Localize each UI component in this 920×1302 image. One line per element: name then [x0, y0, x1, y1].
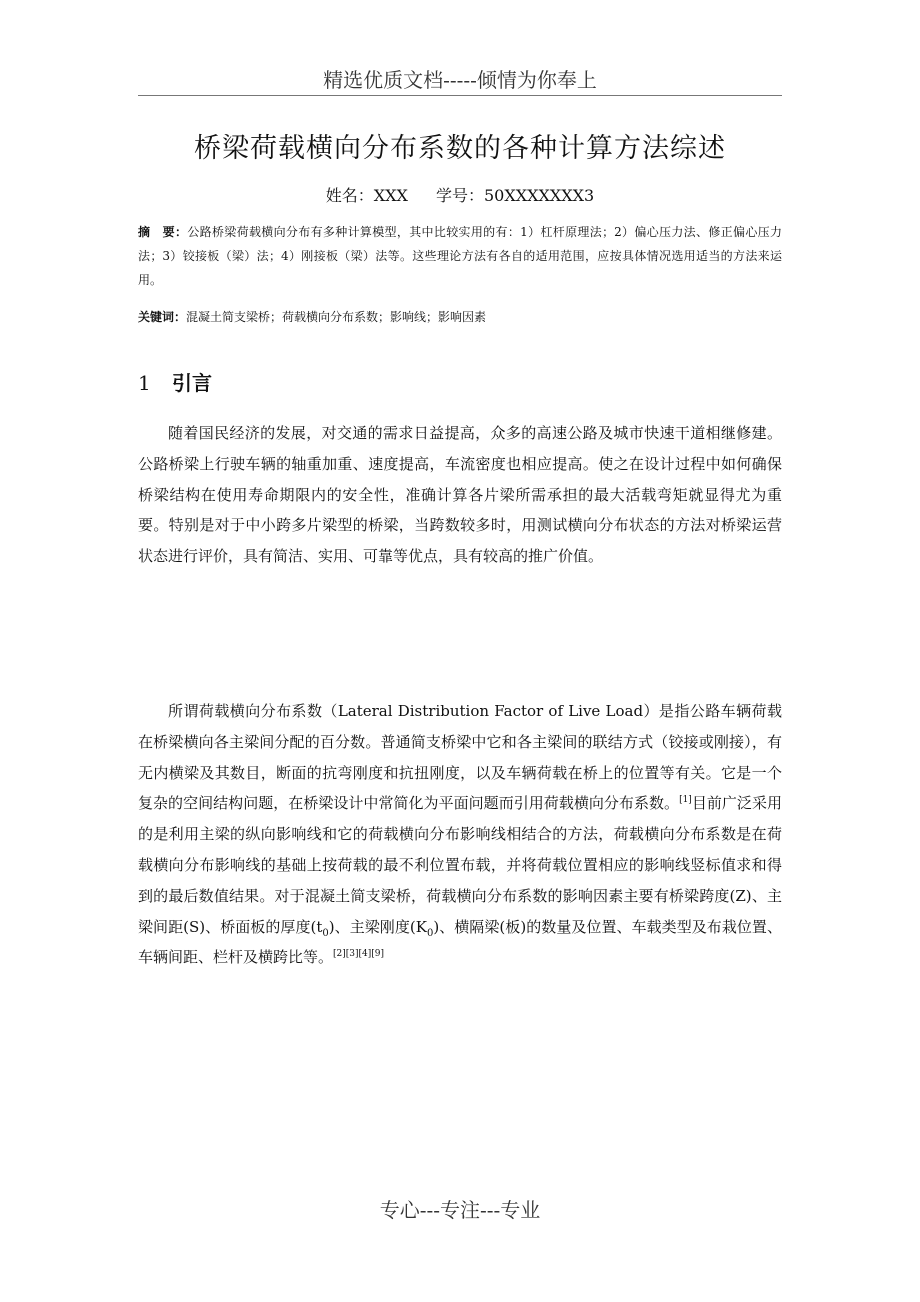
paragraph-2-text — [138, 696, 782, 973]
section-title: 引言 — [172, 371, 212, 395]
keywords — [138, 305, 782, 329]
paragraph-1 — [138, 418, 782, 572]
keywords-text: 混凝土简支梁桥；荷载横向分布系数；影响线；影响因素 — [186, 310, 487, 324]
student-id: 学号：50XXXXXXX3 — [435, 186, 595, 205]
keywords-label: 关键词： — [138, 310, 187, 324]
page-header: 精选优质文档-----倾情为你奉上 — [323, 68, 597, 92]
author-name: 姓名：XXX — [325, 186, 408, 205]
abstract-text: 公路桥梁荷载横向分布有多种计算模型，其中比较实用的有：1）杠杆原理法；2）偏心压力法、修正偏心压力法；3）铰接板（梁）法；4）刚接板（梁）法等。这些理论方法有各自的适用范围，应按具体情况选用适当的方法来运用。 — [138, 225, 782, 287]
abstract-label: 摘 要： — [138, 225, 188, 239]
paragraph-2 — [138, 696, 782, 973]
author-line — [0, 184, 920, 208]
header-divider — [138, 95, 782, 96]
abstract — [138, 220, 782, 292]
citation-2: [2][3][4][9] — [333, 949, 385, 960]
paragraph-2-part1: 所谓荷载横向分布系数（Lateral Distribution Factor of Live Load）是指公路车辆荷载在桥梁横向各主梁间分配的百分数。普通简支桥梁中它和各主梁间的联结方式（铰接或刚接），有无内横梁及其数目，断面的抗弯刚度和抗扭刚度，以及车辆荷载在桥上的位置等有关。它是一个复杂的空间结构问题，在桥梁设计中常简化为平面问题而引用荷载横向分布系数。 — [138, 702, 782, 813]
paragraph-2-part4: )、横隔梁(板)的数量及位置、车载类型及布栽位置、车辆间距、栏杆及横跨比等。 — [138, 917, 782, 967]
subscript-t0: 0 — [322, 927, 329, 939]
paragraph-2-part3: )、主梁刚度(K — [328, 917, 427, 936]
subscript-k0: 0 — [426, 927, 434, 939]
paragraph-1-text: 随着国民经济的发展，对交通的需求日益提高，众多的高速公路及城市快速干道相继修建。公路桥梁上行驶车辆的轴重加重、速度提高，车流密度也相应提高。使之在设计过程中如何确保桥梁结构在使用寿命期限内的安全性，准确计算各片梁所需承担的最大活载弯矩就显得尤为重要。特别是对于中小跨多片梁型的桥梁，当跨数较多时，用测试横向分布状态的方法对桥梁运营状态进行评价，具有简洁、实用、可靠等优点，具有较高的推广价值。 — [138, 424, 782, 566]
section-number: 1 — [138, 371, 151, 395]
section-heading — [138, 368, 782, 398]
document-title: 桥梁荷载横向分布系数的各种计算方法综述 — [194, 133, 726, 164]
paragraph-2-part2: 目前广泛采用的是利用主梁的纵向影响线和它的荷载横向分布影响线相结合的方法，荷载横向分布系数是在荷载横向分布影响线的基础上按荷载的最不利位置布载，并将荷载位置相应的影响线竖标值求和得到的最后数值结果。对于混凝土简支梁桥，荷载横向分布系数的影响因素主要有桥梁跨度(Z)、主梁间距(S)、桥面板的厚度(t — [138, 794, 782, 936]
citation-1: [1] — [679, 795, 692, 806]
page-footer: 专心---专注---专业 — [379, 1198, 541, 1222]
